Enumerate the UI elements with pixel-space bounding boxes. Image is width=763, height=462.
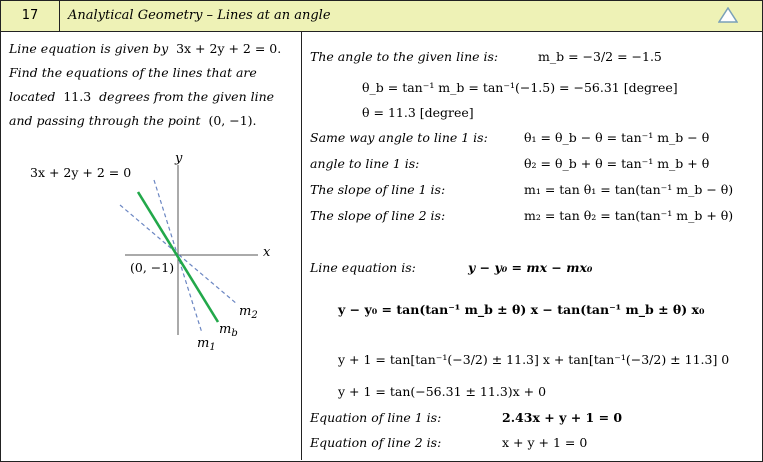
row-7-label: The slope of line 2 is:	[310, 208, 446, 223]
given-line-label: 3x + 2y + 2 = 0	[30, 165, 132, 180]
row-6-label: The slope of line 1 is:	[310, 182, 446, 197]
problem-text: and passing through the point	[9, 113, 201, 128]
row-6-equation: m₁ = tan θ₁ = tan(tan⁻¹ m_b − θ)	[524, 182, 734, 197]
mb-letter: m	[219, 322, 232, 337]
row-2-equation: θ_b = tan⁻¹ m_b = tan⁻¹(−1.5) = −56.31 [degree]	[362, 80, 678, 95]
problem-text: located	[9, 89, 56, 104]
point-value: (0, −1).	[208, 113, 257, 128]
m2-subscript: 2	[251, 310, 258, 321]
problem-line-4	[9, 109, 299, 133]
y-axis-label: y	[175, 151, 183, 166]
point-label: (0, −1)	[130, 260, 175, 275]
row-8-equation: y − y₀ = mx − mx₀	[468, 260, 593, 275]
header-bar	[1, 1, 762, 32]
problem-text: degrees from the given line	[99, 89, 275, 104]
row-5-label: angle to line 1 is:	[310, 156, 420, 171]
triangle-up-icon[interactable]	[718, 7, 738, 24]
row-3-equation: θ = 11.3 [degree]	[362, 105, 474, 120]
row-11-equation: y + 1 = tan(−56.31 ± 11.3)x + 0	[338, 384, 547, 399]
row-8-label: Line equation is:	[310, 260, 416, 275]
row-10-equation: y + 1 = tan[tan⁻¹(−3/2) ± 11.3] x + tan[tan⁻¹(−3/2) ± 11.3] 0	[338, 352, 730, 367]
row-4-label: Same way angle to line 1 is:	[310, 130, 488, 145]
column-divider	[301, 32, 302, 460]
row-12-label: Equation of line 1 is:	[310, 410, 442, 425]
given-equation: 3x + 2y + 2 = 0.	[176, 41, 282, 56]
page-title: Analytical Geometry – Lines at an angle	[68, 8, 331, 23]
row-1-label: The angle to the given line is:	[310, 49, 499, 64]
row-1-equation: m_b = −3/2 = −1.5	[538, 49, 662, 64]
problem-text: Line equation is given by	[9, 41, 169, 56]
mb-label	[219, 322, 238, 339]
row-9-equation: y − y₀ = tan(tan⁻¹ m_b ± θ) x − tan(tan⁻¹ m_b ± θ) x₀	[338, 302, 705, 317]
m1-subscript: 1	[209, 342, 216, 353]
m2-label	[239, 304, 258, 321]
row-13-label: Equation of line 2 is:	[310, 435, 442, 450]
m1-letter: m	[197, 336, 210, 351]
problem-line-2: Find the equations of the lines that are	[9, 65, 257, 80]
geometry-figure	[0, 140, 300, 360]
mb-subscript: b	[231, 328, 238, 339]
angle-value: 11.3	[63, 89, 92, 104]
row-13-equation: x + y + 1 = 0	[502, 435, 588, 450]
problem-line-3	[9, 85, 299, 109]
problem-statement	[9, 37, 299, 133]
m1-label	[197, 336, 216, 353]
x-axis-label: x	[263, 245, 271, 260]
row-4-equation: θ₁ = θ_b − θ = tan⁻¹ m_b − θ	[524, 130, 710, 145]
m2-letter: m	[239, 304, 252, 319]
problem-number: 17	[1, 1, 60, 31]
row-5-equation: θ₂ = θ_b + θ = tan⁻¹ m_b + θ	[524, 156, 710, 171]
row-12-equation: 2.43x + y + 1 = 0	[502, 410, 623, 425]
problem-line-1	[9, 37, 299, 61]
row-7-equation: m₂ = tan θ₂ = tan(tan⁻¹ m_b + θ)	[524, 208, 734, 223]
